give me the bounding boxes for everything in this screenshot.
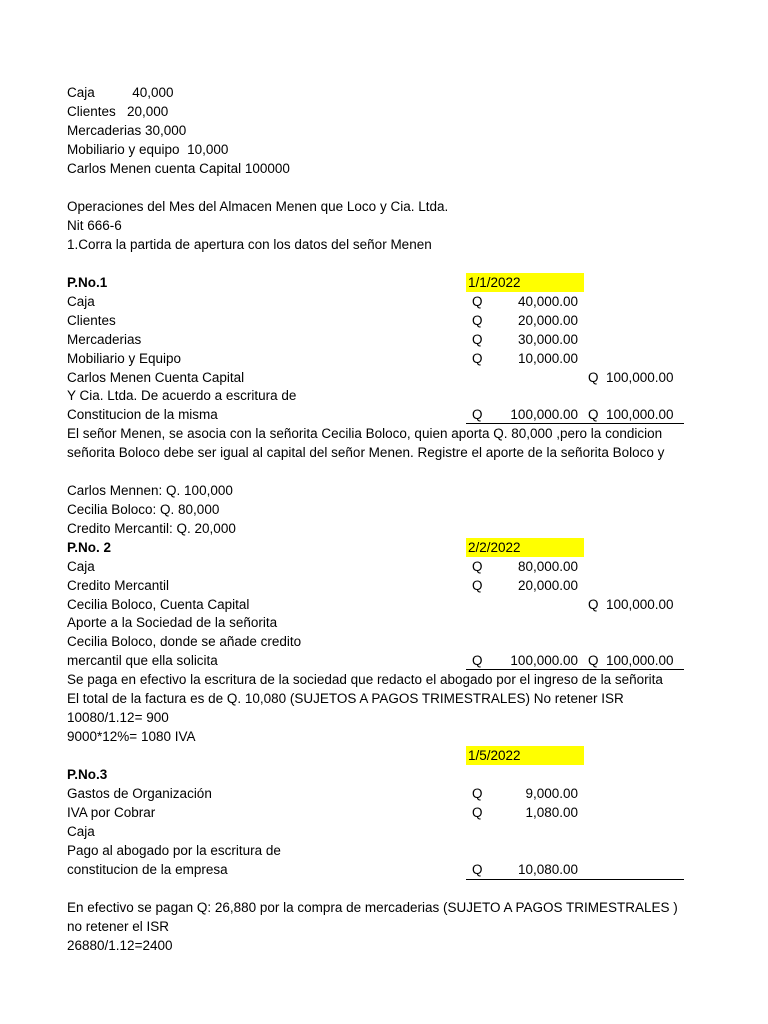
p1-total-debit: 100,000.00 (510, 407, 578, 422)
p3-total-rule (466, 879, 684, 880)
text4-line3: 26880/1.12=2400 (67, 938, 173, 953)
p2-credito-currency: Q (472, 578, 483, 593)
p3-gastos-label: Gastos de Organización (67, 786, 212, 801)
p2-description-1: Aporte a la Sociedad de la señorita (67, 615, 278, 630)
header-nit: Nit 666-6 (67, 218, 122, 233)
p1-mobiliario-amount: 10,000.00 (517, 351, 578, 366)
p2-credito-label: Credito Mercantil (67, 578, 170, 593)
p1-mercaderias-currency: Q (472, 332, 483, 347)
p2-caja-currency: Q (472, 559, 483, 574)
intro-line-clientes: Clientes 20,000 (67, 104, 169, 119)
intro-line-caja: Caja 40,000 (67, 85, 174, 100)
p3-iva-currency: Q (472, 805, 483, 820)
p1-total-currency: Q (472, 407, 483, 422)
capital-credito: Credito Mercantil: Q. 20,000 (67, 521, 236, 536)
p3-description-1: Pago al abogado por la escritura de (67, 843, 281, 858)
p3-gastos-currency: Q (472, 786, 483, 801)
capital-boloco: Cecilia Boloco: Q. 80,000 (67, 502, 220, 517)
p2-title: P.No. 2 (67, 540, 112, 555)
p2-credito-amount: 20,000.00 (517, 578, 578, 593)
p1-mercaderias-label: Mercaderias (67, 332, 142, 347)
header-instruction: 1.Corra la partida de apertura con los datos del señor Menen (67, 237, 432, 252)
p1-description-1: Y Cia. Ltda. De acuerdo a escritura de (67, 388, 297, 403)
text3-line2: El total de la factura es de Q. 10,080 (SUJETOS A PAGOS TRIMESTRALES) No retener ISR (67, 691, 624, 706)
p3-gastos-amount: 9,000.00 (525, 786, 578, 801)
p3-date: 1/5/2022 (466, 746, 584, 765)
text2-line1: El señor Menen, se asocia con la señorita Cecilia Boloco, quien aporta Q. 80,000 ,pero la condicion (67, 426, 663, 441)
p1-mobiliario-currency: Q (472, 351, 483, 366)
text3-line3: 10080/1.12= 900 (67, 710, 169, 725)
intro-line-capital: Carlos Menen cuenta Capital 100000 (67, 161, 290, 176)
p1-title: P.No.1 (67, 275, 108, 290)
p1-date: 1/1/2022 (466, 273, 584, 292)
text3-line4: 9000*12%= 1080 IVA (67, 729, 196, 744)
p2-date: 2/2/2022 (466, 538, 584, 557)
p3-caja-label: Caja (67, 824, 95, 839)
p1-caja-amount: 40,000.00 (517, 294, 578, 309)
p1-clientes-amount: 20,000.00 (517, 313, 578, 328)
p2-caja-label: Caja (67, 559, 95, 574)
p1-caja-label: Caja (67, 294, 95, 309)
text4-line2: no retener el ISR (67, 919, 170, 934)
p3-total-amount: 10,080.00 (517, 862, 578, 877)
p3-iva-amount: 1,080.00 (525, 805, 578, 820)
p3-iva-label: IVA por Cobrar (67, 805, 156, 820)
p2-total-currency: Q (472, 653, 483, 668)
intro-line-mobiliario: Mobiliario y equipo 10,000 (67, 142, 229, 157)
p2-description-2: Cecilia Boloco, donde se añade credito (67, 634, 302, 649)
p1-mercaderias-amount: 30,000.00 (517, 332, 578, 347)
p1-capital-label: Carlos Menen Cuenta Capital (67, 370, 245, 385)
p3-total-currency: Q (472, 862, 483, 877)
p3-title: P.No.3 (67, 767, 108, 782)
p2-caja-amount: 80,000.00 (517, 559, 578, 574)
p3-description-2: constitucion de la empresa (67, 862, 228, 877)
p2-description-3: mercantil que ella solicita (67, 653, 218, 668)
p2-total-debit: 100,000.00 (510, 653, 578, 668)
p2-capital-label: Cecilia Boloco, Cuenta Capital (67, 597, 250, 612)
text2-line2: señorita Boloco debe ser igual al capital del señor Menen. Registre el aporte de la señorita Boloco y (67, 445, 665, 460)
p1-capital-credit: Q 100,000.00 (588, 370, 674, 385)
p2-total-credit: Q 100,000.00 (588, 653, 674, 668)
p1-description-2: Constitucion de la misma (67, 407, 218, 422)
p1-caja-currency: Q (472, 294, 483, 309)
intro-line-mercaderias: Mercaderias 30,000 (67, 123, 187, 138)
text3-line1: Se paga en efectivo la escritura de la sociedad que redacto el abogado por el ingreso de la señorita (67, 672, 663, 687)
header-title: Operaciones del Mes del Almacen Menen que Loco y Cia. Ltda. (67, 199, 449, 214)
p1-clientes-currency: Q (472, 313, 483, 328)
capital-menen: Carlos Mennen: Q. 100,000 (67, 483, 233, 498)
p1-total-credit: Q 100,000.00 (588, 407, 674, 422)
text4-line1: En efectivo se pagan Q: 26,880 por la compra de mercaderias (SUJETO A PAGOS TRIMESTRALES ) (67, 900, 678, 915)
p1-mobiliario-label: Mobiliario y Equipo (67, 351, 182, 366)
p2-capital-credit: Q 100,000.00 (588, 597, 674, 612)
p1-clientes-label: Clientes (67, 313, 116, 328)
